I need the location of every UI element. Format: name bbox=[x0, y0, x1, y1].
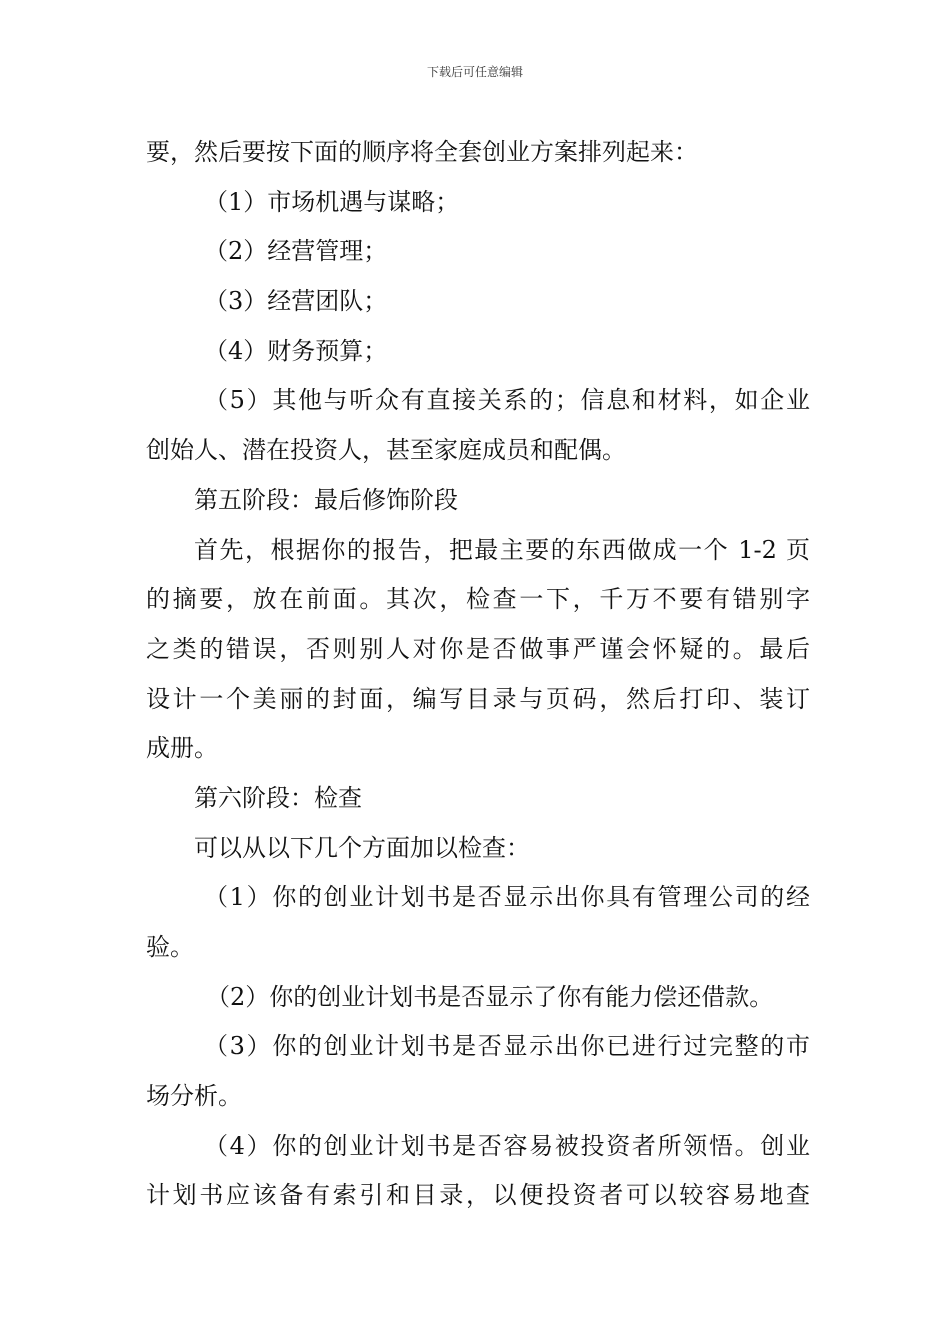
page-header: 下载后可任意编辑 bbox=[426, 65, 523, 79]
list-item-other: （5）其他与听众有直接关系的；信息和材料，如企业 bbox=[204, 386, 810, 415]
paragraph-line: 场分析。 bbox=[146, 1082, 242, 1111]
paragraph-line: 计划书应该备有索引和目录，以便投资者可以较容易地查 bbox=[146, 1181, 810, 1210]
list-item-team: （3）经营团队； bbox=[204, 287, 388, 316]
paragraph-line: 可以从以下几个方面加以检查： bbox=[194, 833, 530, 862]
list-item-budget: （4）财务预算； bbox=[204, 336, 388, 365]
paragraph-line: 之类的错误，否则别人对你是否做事严谨会怀疑的。最后 bbox=[146, 634, 810, 663]
paragraph-line: 要，然后要按下面的顺序将全套创业方案排列起来： bbox=[146, 138, 698, 166]
list-item-management: （2）经营管理； bbox=[204, 237, 388, 266]
check-item-3: （3）你的创业计划书是否显示出你已进行过完整的市 bbox=[204, 1032, 810, 1061]
check-item-4: （4）你的创业计划书是否容易被投资者所领悟。创业 bbox=[204, 1131, 810, 1160]
check-item-1: （1）你的创业计划书是否显示出你具有管理公司的经 bbox=[204, 883, 810, 912]
paragraph-line: 验。 bbox=[146, 933, 194, 961]
document-body bbox=[146, 128, 810, 1221]
check-item-2: （2）你的创业计划书是否显示了你有能力偿还借款。 bbox=[206, 982, 774, 1011]
paragraph-line: 成册。 bbox=[146, 734, 218, 763]
paragraph-line: 首先，根据你的报告，把最主要的东西做成一个 1-2 页 bbox=[194, 535, 810, 564]
section-heading-stage-six: 第六阶段：检查 bbox=[194, 783, 362, 812]
paragraph-line: 设计一个美丽的封面，编写目录与页码，然后打印、装订 bbox=[146, 684, 810, 713]
paragraph-line: 的摘要，放在前面。其次，检查一下，千万不要有错别字 bbox=[146, 585, 810, 614]
section-heading-stage-five: 第五阶段：最后修饰阶段 bbox=[194, 485, 458, 514]
list-item-market: （1）市场机遇与谋略； bbox=[204, 187, 460, 216]
paragraph-line: 创始人、潜在投资人，甚至家庭成员和配偶。 bbox=[146, 436, 626, 465]
